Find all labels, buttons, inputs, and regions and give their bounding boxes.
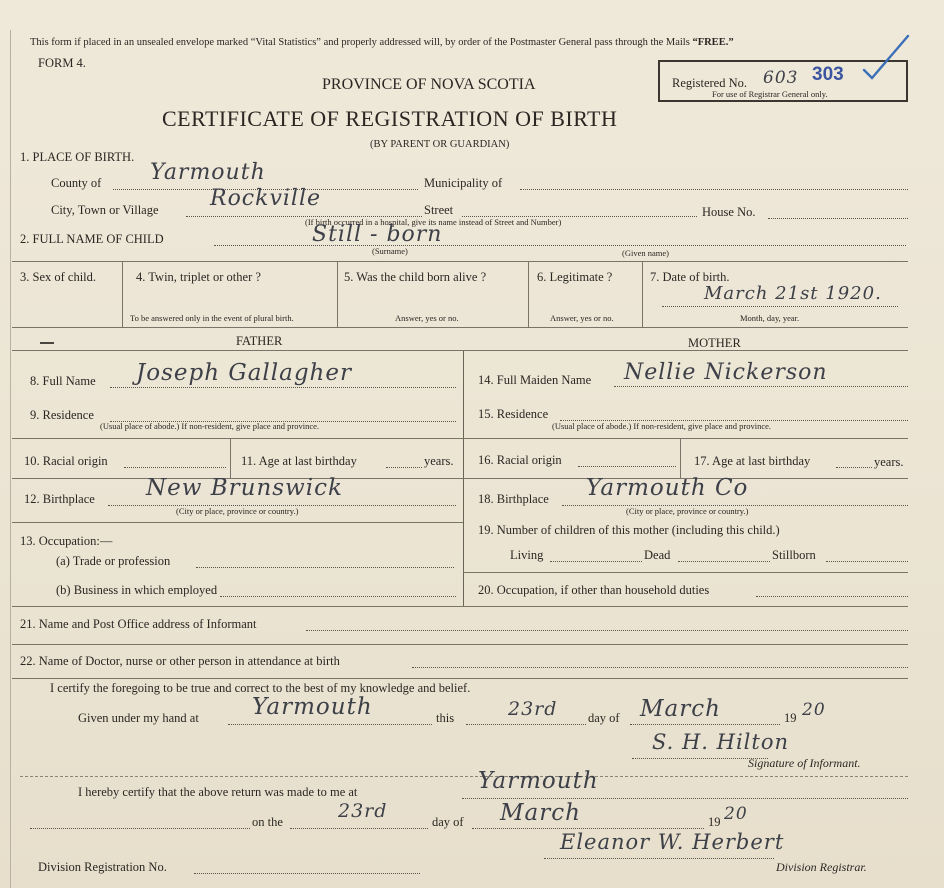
mother-heading: MOTHER	[688, 336, 741, 350]
mother-birthplace-label: 18. Birthplace	[478, 492, 549, 506]
date-of-birth-value: March 21st 1920.	[704, 283, 882, 304]
street-label: Street	[424, 203, 454, 217]
row-divider	[12, 327, 908, 328]
registrar-place-value: Yarmouth	[478, 768, 599, 794]
child-name-label: 2. FULL NAME OF CHILD	[20, 232, 164, 246]
mother-birthplace-value: Yarmouth Co	[586, 475, 749, 501]
registrar-place-line	[462, 798, 908, 799]
row-divider	[12, 644, 908, 645]
this-label: this	[436, 711, 455, 725]
cell-divider	[122, 261, 123, 327]
division-registration-label: Division Registration No.	[38, 860, 167, 874]
row-divider	[12, 522, 463, 523]
mother-racial-label: 16. Racial origin	[478, 453, 562, 467]
mail-notice-text: This form if placed in an unsealed envelope marked “Vital Statistics” and properly addressed will, by order of the Postmaster General pass through the Mails	[30, 37, 690, 48]
father-birthplace-caption: (City or place, province or country.)	[176, 506, 299, 516]
trade-line	[196, 567, 454, 568]
mother-residence-label: 15. Residence	[478, 407, 549, 421]
row-divider	[12, 606, 908, 607]
business-label: (b) Business in which employed	[56, 583, 218, 597]
father-residence-label: 9. Residence	[30, 408, 94, 422]
father-racial-label: 10. Racial origin	[24, 454, 108, 468]
certificate-subtitle: (BY PARENT OR GUARDIAN)	[370, 139, 510, 150]
informant-signature: S. H. Hilton	[652, 730, 790, 754]
row-divider	[12, 261, 908, 262]
mail-notice-free: “FREE.”	[692, 37, 734, 48]
mother-occupation-label: 20. Occupation, if other than household duties	[478, 583, 710, 597]
form-number: FORM 4.	[38, 56, 86, 70]
county-value: Yarmouth	[150, 160, 266, 185]
father-name-line	[110, 387, 456, 388]
given-at-label: Given under my hand at	[78, 711, 199, 725]
cell-divider	[642, 261, 643, 327]
province-title: PROVINCE OF NOVA SCOTIA	[322, 76, 536, 93]
date-of-birth-caption: Month, day, year.	[740, 313, 800, 323]
row-divider	[463, 438, 908, 439]
day-of-label: day of	[588, 711, 620, 725]
cell-divider	[337, 261, 338, 327]
given-place-line	[228, 724, 432, 725]
informant-label: 21. Name and Post Office address of Informant	[20, 617, 257, 631]
twin-label: 4. Twin, triplet or other ?	[136, 270, 261, 284]
date-of-birth-line	[662, 306, 898, 307]
row-divider	[12, 350, 463, 351]
father-heading: FATHER	[236, 334, 283, 348]
father-birthplace-value: New Brunswick	[146, 475, 343, 501]
day-value: 23rd	[508, 698, 558, 720]
registrar-signature: Eleanor W. Herbert	[560, 830, 785, 854]
mother-occupation-line	[756, 596, 908, 597]
binding-edge	[10, 30, 11, 888]
dash-mark	[40, 342, 54, 344]
on-the-label: on the	[252, 815, 283, 829]
mother-residence-caption: (Usual place of abode.) If non-resident, give place and province.	[552, 421, 772, 431]
row-divider	[463, 572, 908, 573]
living-label: Living	[510, 548, 544, 562]
row-divider	[12, 678, 908, 679]
given-name-caption: (Given name)	[622, 248, 669, 258]
cell-divider	[680, 438, 681, 478]
house-label: House No.	[702, 205, 756, 219]
registrar-month-line	[472, 828, 704, 829]
year-value: 20	[802, 700, 826, 720]
child-name-value: Still - born	[312, 222, 443, 247]
dead-label: Dead	[644, 548, 671, 562]
doctor-line	[412, 667, 908, 668]
father-birthplace-label: 12. Birthplace	[24, 492, 95, 506]
mother-birthplace-caption: (City or place, province or country.)	[626, 506, 749, 516]
mother-name-line	[614, 386, 908, 387]
father-age-label: 11. Age at last birthday	[241, 454, 357, 468]
checkmark-icon	[858, 32, 914, 84]
alive-label: 5. Was the child born alive ?	[344, 270, 487, 284]
cell-divider	[230, 438, 231, 478]
dead-line	[678, 561, 770, 562]
mother-name-value: Nellie Nickerson	[624, 360, 828, 385]
municipality-label: Municipality of	[424, 176, 503, 190]
trade-label: (a) Trade or profession	[56, 554, 171, 568]
registrar-blank-line	[30, 828, 250, 829]
registrar-note: For use of Registrar General only.	[712, 89, 828, 99]
father-age-line	[386, 467, 422, 468]
date-of-birth-label: 7. Date of birth.	[650, 270, 730, 284]
sex-label: 3. Sex of child.	[20, 270, 97, 284]
registered-handwritten: 603	[763, 68, 799, 88]
mother-age-line	[836, 467, 872, 468]
row-divider	[463, 350, 908, 351]
twin-caption: To be answered only in the event of plural birth.	[130, 313, 294, 323]
stillborn-label: Stillborn	[772, 548, 816, 562]
hospital-note: (If birth occurred in a hospital, give its name instead of Street and Number)	[305, 217, 562, 227]
city-value: Rockville	[210, 186, 322, 211]
registered-stamp: 303	[812, 64, 844, 85]
surname-caption: (Surname)	[372, 246, 408, 256]
mother-name-label: 14. Full Maiden Name	[478, 373, 592, 387]
living-line	[550, 561, 642, 562]
house-line	[768, 218, 908, 219]
alive-caption: Answer, yes or no.	[395, 313, 459, 323]
mother-age-label: 17. Age at last birthday	[694, 454, 811, 468]
father-name-value: Joseph Gallagher	[136, 360, 352, 386]
division-registration-line	[194, 873, 420, 874]
cell-divider	[528, 261, 529, 327]
legitimate-caption: Answer, yes or no.	[550, 313, 614, 323]
mail-notice	[30, 37, 734, 48]
certificate-title: CERTIFICATE OF REGISTRATION OF BIRTH	[162, 106, 618, 131]
certify-text: I certify the foregoing to be true and correct to the best of my knowledge and belief.	[50, 681, 471, 695]
registrar-month-value: March	[500, 800, 581, 826]
registrar-signature-line	[544, 858, 774, 859]
doctor-label: 22. Name of Doctor, nurse or other person in attendance at birth	[20, 654, 340, 668]
section-divider	[20, 776, 908, 777]
municipality-line	[520, 189, 908, 190]
informant-line	[306, 630, 908, 631]
father-racial-line	[124, 467, 226, 468]
stillborn-line	[826, 561, 908, 562]
father-years: years.	[424, 454, 454, 468]
legitimate-label: 6. Legitimate ?	[537, 270, 613, 284]
registrar-year-value: 20	[724, 804, 748, 824]
father-name-label: 8. Full Name	[30, 374, 96, 388]
place-of-birth-label: 1. PLACE OF BIRTH.	[20, 150, 135, 164]
occupation-label: 13. Occupation:—	[20, 534, 113, 548]
registrar-day-of-label: day of	[432, 815, 464, 829]
registrar-certify-text: I hereby certify that the above return was made to me at	[78, 785, 358, 799]
day-line	[466, 724, 586, 725]
row-divider	[12, 438, 463, 439]
given-place-value: Yarmouth	[252, 694, 373, 720]
city-label: City, Town or Village	[51, 203, 159, 217]
registrar-signature-caption: Division Registrar.	[776, 860, 867, 874]
registrar-day-value: 23rd	[338, 800, 388, 822]
mother-years: years.	[874, 455, 904, 469]
registrar-year-prefix: 19	[708, 815, 721, 829]
year-prefix: 19	[784, 711, 797, 725]
informant-signature-caption: Signature of Informant.	[748, 756, 861, 770]
month-line	[630, 724, 780, 725]
registrar-day-line	[290, 828, 428, 829]
children-count-label: 19. Number of children of this mother (including this child.)	[478, 523, 780, 537]
business-line	[220, 596, 456, 597]
county-label: County of	[51, 176, 102, 190]
father-residence-caption: (Usual place of abode.) If non-resident, give place and province.	[100, 421, 320, 431]
registered-label: Registered No.	[672, 76, 747, 90]
month-value: March	[640, 696, 721, 722]
mother-racial-line	[578, 466, 676, 467]
